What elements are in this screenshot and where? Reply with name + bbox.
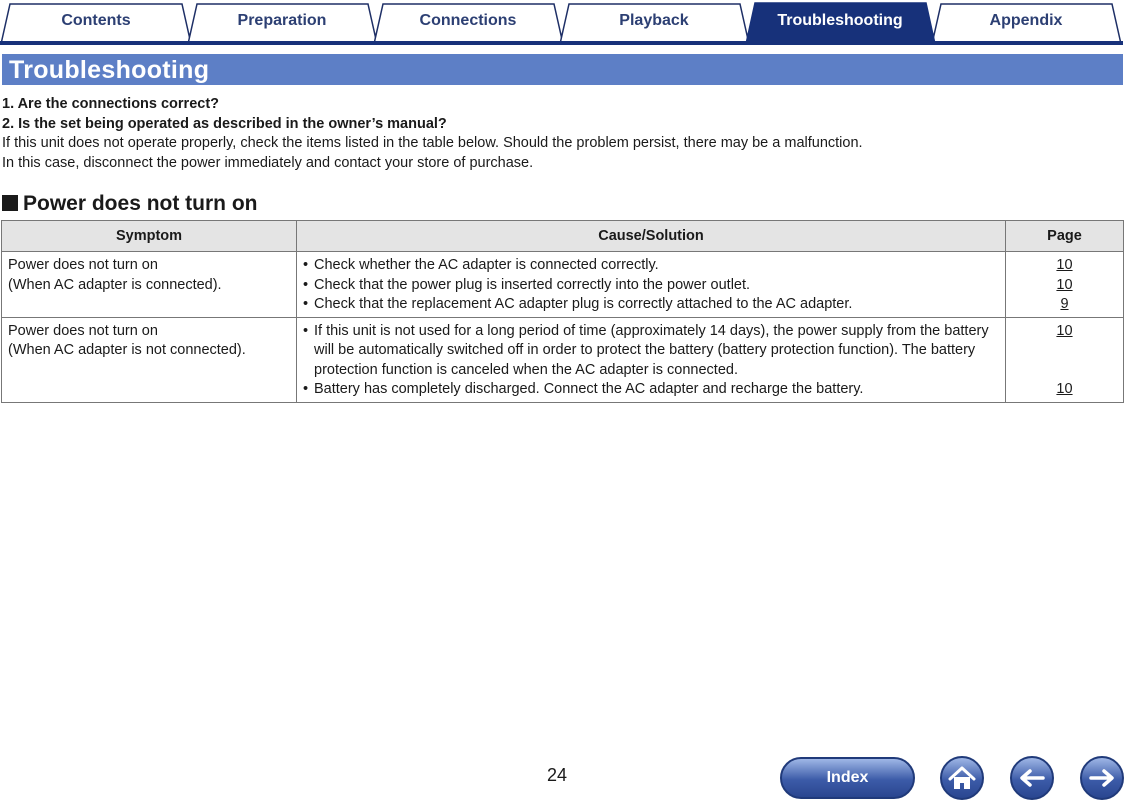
page-link[interactable]: 10: [1056, 257, 1073, 273]
troubleshooting-table: [1, 220, 1124, 403]
cause-item: [303, 256, 999, 276]
page-spacer: [1006, 341, 1123, 361]
tab-bar: [0, 0, 1128, 46]
page-link[interactable]: 10: [1056, 381, 1073, 397]
bullet: •: [303, 322, 309, 339]
cause-item: [303, 380, 999, 400]
cause-text: If this unit is not used for a long period of time (approximately 14 days), the power supply from the battery will be automatically switched off in order to protect the battery (battery protection function). The battery protection function is canceled when the AC adapter is connected.: [314, 322, 989, 378]
page-title: Troubleshooting: [9, 56, 210, 84]
home-icon: [942, 758, 982, 798]
cause-text: Battery has completely discharged. Connect the AC adapter and recharge the battery.: [314, 381, 864, 397]
tab-connections[interactable]: Connections: [419, 12, 517, 29]
table-row: [2, 252, 1124, 318]
cause-item: [303, 276, 999, 296]
cause-text: Check that the power plug is inserted correctly into the power outlet.: [314, 276, 751, 293]
page-cell: [1006, 252, 1124, 318]
tab-contents[interactable]: Contents: [61, 12, 131, 29]
page-link[interactable]: 9: [1060, 296, 1069, 312]
back-button[interactable]: [1010, 756, 1054, 800]
page-number: 24: [547, 765, 568, 785]
page-link[interactable]: 10: [1056, 322, 1073, 339]
bullet: •: [303, 296, 309, 312]
page-cell: [1006, 317, 1124, 402]
page-title-bar: [2, 54, 1123, 85]
intro-question-2: 2. Is the set being operated as described in the owner’s manual?: [2, 115, 447, 132]
table-header-row: [2, 221, 1124, 252]
symptom-condition: (When AC adapter is not connected).: [8, 342, 246, 358]
tab-appendix[interactable]: Appendix: [989, 12, 1063, 29]
intro-text: [2, 95, 863, 173]
square-bullet-icon: [2, 195, 18, 211]
header-cause: Cause/Solution: [297, 221, 1006, 252]
cause-item: [303, 322, 999, 381]
page-link[interactable]: 10: [1056, 276, 1073, 293]
section-heading-text: Power does not turn on: [23, 192, 258, 215]
index-button[interactable]: [780, 757, 915, 799]
arrow-right-icon: [1082, 758, 1122, 798]
symptom-text: Power does not turn on: [8, 322, 158, 339]
index-button-label: Index: [826, 769, 869, 786]
section-heading: [2, 190, 258, 218]
tab-baseline: [0, 41, 1123, 45]
bullet: •: [303, 381, 309, 397]
tab-playback[interactable]: Playback: [619, 12, 689, 29]
bullet: •: [303, 276, 309, 293]
arrow-left-icon: [1012, 758, 1052, 798]
cause-cell: [297, 252, 1006, 318]
tab-preparation[interactable]: Preparation: [237, 12, 327, 29]
tab-troubleshooting[interactable]: Troubleshooting: [777, 12, 903, 29]
intro-line-1: If this unit does not operate properly, check the items listed in the table below. Should the problem persist, there may be a malfunction.: [2, 135, 863, 151]
cause-text: Check whether the AC adapter is connected correctly.: [314, 257, 659, 273]
home-button[interactable]: [940, 756, 984, 800]
cause-cell: [297, 317, 1006, 402]
symptom-text: Power does not turn on: [8, 257, 158, 273]
bullet: •: [303, 257, 309, 273]
cause-item: [303, 295, 999, 315]
symptom-condition: (When AC adapter is connected).: [8, 276, 222, 293]
symptom-cell: [2, 252, 297, 318]
symptom-cell: [2, 317, 297, 402]
page-spacer: [1006, 361, 1123, 381]
intro-question-1: 1. Are the connections correct?: [2, 96, 220, 112]
table-row: [2, 317, 1124, 402]
intro-line-2: In this case, disconnect the power immediately and contact your store of purchase.: [2, 154, 534, 171]
forward-button[interactable]: [1080, 756, 1124, 800]
cause-text: Check that the replacement AC adapter plug is correctly attached to the AC adapter.: [314, 296, 853, 312]
header-page: Page: [1006, 221, 1124, 252]
header-symptom: Symptom: [2, 221, 297, 252]
